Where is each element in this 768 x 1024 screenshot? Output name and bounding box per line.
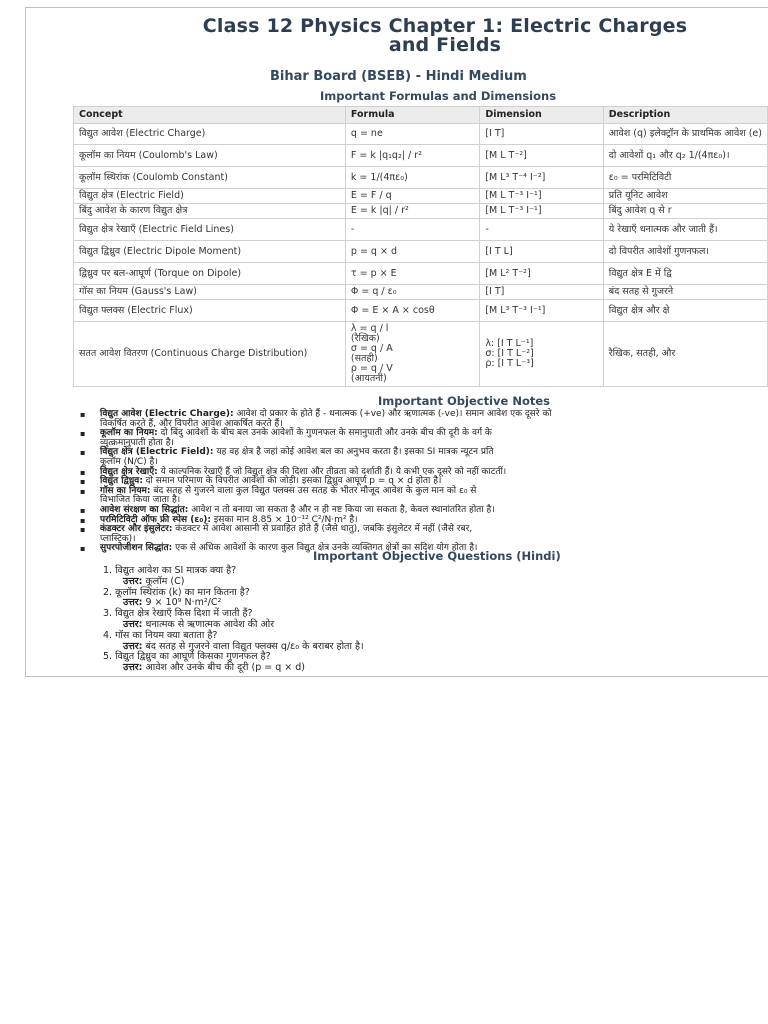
table-row xyxy=(74,204,768,219)
note-label: आवेश संरक्षण का सिद्धांत: xyxy=(100,504,189,515)
dimension-cell: [I T] xyxy=(480,124,603,145)
description-cell: ε₀ = परमिटिविटी xyxy=(603,167,767,189)
description-cell: बंद सतह से गुजरने xyxy=(603,285,767,300)
description-cell: विद्युत क्षेत्र E में द्वि xyxy=(603,263,767,285)
page-subtitle: Bihar Board (BSEB) - Hindi Medium xyxy=(270,69,527,84)
notes-list xyxy=(78,410,768,554)
answer-label: उत्तर: xyxy=(123,597,143,609)
answer-value: कूलॉम (C) xyxy=(142,575,185,587)
note-label: विद्युत क्षेत्र रेखाएँ: xyxy=(100,466,158,477)
table-row xyxy=(74,145,768,167)
formula-cell: λ = q / l (रैखिक) σ = q / A (सतही) ρ = q / V (आयतनी) xyxy=(345,322,479,387)
note-label: गॉस का नियम: xyxy=(100,485,151,496)
table-header-row xyxy=(74,107,768,124)
question-text: 2. कूलॉम स्थिरांक (k) का मान कितना है? xyxy=(103,586,250,598)
concept-cell: विद्युत फ्लक्स (Electric Flux) xyxy=(74,300,346,322)
answer-label: उत्तर: xyxy=(123,618,143,630)
description-cell: रैखिक, सतही, और xyxy=(603,322,767,387)
table-row xyxy=(74,124,768,145)
column-header-description: Description xyxy=(603,107,767,124)
question-text: 3. विद्युत क्षेत्र रेखाएँ किस दिशा में जाती हैं? xyxy=(103,608,253,620)
formula-cell: q = ne xyxy=(345,124,479,145)
description-cell: प्रति यूनिट आवेश xyxy=(603,189,767,204)
note-text: इसका मान 8.85 × 10⁻¹² C²/N·m² है। xyxy=(211,514,358,525)
title-line-1: Class 12 Physics Chapter 1: Electric Charges xyxy=(202,15,688,37)
questions-heading: Important Objective Questions (Hindi) xyxy=(313,549,561,563)
dimension-cell: [I T L] xyxy=(480,241,603,263)
column-header-concept: Concept xyxy=(74,107,346,124)
note-label: विद्युत द्विध्रुव: xyxy=(100,476,143,487)
note-text: एक से अधिक आवेशों के कारण कुल विद्युत क्षेत्र उनके व्यक्तिगत क्षेत्रों का सदिश योग होता है। xyxy=(172,543,478,554)
note-label: कंडक्टर और इंसुलेटर: xyxy=(100,524,173,535)
concept-cell: विद्युत आवेश (Electric Charge) xyxy=(74,124,346,145)
note-label: सुपरपोजीशन सिद्धांत: xyxy=(100,543,173,554)
note-text: बंद सतह से गुजरने वाला कुल विद्युत फ्लक्स उस सतह के भीतर मौजूद आवेश के कुल मान को ε₀ से विभाजित किया जाता है। xyxy=(100,485,477,506)
note-label: विद्युत आवेश (Electric Charge): xyxy=(100,409,234,419)
question-item xyxy=(103,631,753,653)
description-cell: दो विपरीत आवेशों गुणनफल। xyxy=(603,241,767,263)
question-item xyxy=(103,566,753,588)
question-text: 4. गॉस का नियम क्या बताता है? xyxy=(103,629,218,641)
table-row xyxy=(74,167,768,189)
formula-cell: τ = p × E xyxy=(345,263,479,285)
note-text: दो बिंदु आवेशों के बीच बल उनके आवेशों के गुणनफल के समानुपाती और उनके बीच की दूरी के वर्ग के व्युत्क्रमानुपाती होता है। xyxy=(100,428,492,448)
dimension-cell: [M L³ T⁻⁴ I⁻²] xyxy=(480,167,603,189)
table-row xyxy=(74,263,768,285)
note-text: आवेश न तो बनाया जा सकता है और न ही नष्ट किया जा सकता है, केवल स्थानांतरित होता है। xyxy=(188,504,495,515)
description-cell: आवेश (q) इलेक्ट्रॉन के प्राथमिक आवेश (e) xyxy=(603,124,767,145)
answer-text xyxy=(103,663,753,674)
question-text: 5. विद्युत द्विध्रुव का आघूर्ण किसका गुणनफल है? xyxy=(103,651,271,663)
question-text: 1. विद्युत आवेश का SI मात्रक क्या है? xyxy=(103,565,237,576)
description-cell: ये रेखाएँ धनात्मक और जाती हैं। xyxy=(603,219,767,241)
note-item xyxy=(78,487,768,506)
table-row xyxy=(74,189,768,204)
note-text: दो समान परिमाण के विपरीत आवेशों की जोड़ी। इसका द्विध्रुव आघूर्ण p = q × d होता है। xyxy=(142,476,442,487)
answer-text xyxy=(103,577,753,588)
formula-cell: E = F / q xyxy=(345,189,479,204)
formulas-table xyxy=(73,106,768,387)
formula-cell: p = q × d xyxy=(345,241,479,263)
answer-value: आवेश और उनके बीच की दूरी (p = q × d) xyxy=(142,662,306,674)
formula-cell: Φ = q / ε₀ xyxy=(345,285,479,300)
formula-cell: Φ = E × A × cosθ xyxy=(345,300,479,322)
concept-cell: विद्युत क्षेत्र रेखाएँ (Electric Field Lines) xyxy=(74,219,346,241)
answer-value: 9 × 10⁹ N·m²/C² xyxy=(142,597,222,609)
dimension-cell: - xyxy=(480,219,603,241)
question-item xyxy=(103,588,753,610)
concept-cell: द्विध्रुव पर बल-आघूर्ण (Torque on Dipole) xyxy=(74,263,346,285)
concept-cell: गॉस का नियम (Gauss's Law) xyxy=(74,285,346,300)
note-text: आवेश दो प्रकार के होते हैं - धनात्मक (+ve) और ऋणात्मक (-ve)। समान आवेश एक दूसरे को विकर्षित करते हैं, और विपरीत आवेश आकर्षित करते हैं। xyxy=(100,409,552,429)
note-text: ये काल्पनिक रेखाएँ हैं जो विद्युत क्षेत्र की दिशा और तीव्रता को दर्शाती हैं। ये कभी एक दूसरे को नहीं काटतीं। xyxy=(157,466,507,477)
question-item xyxy=(103,609,753,631)
note-item xyxy=(78,429,768,448)
answer-value: धनात्मक से ऋणात्मक आवेश की ओर xyxy=(142,618,275,630)
dimension-cell: [M L² T⁻²] xyxy=(480,263,603,285)
concept-cell: कूलॉम स्थिरांक (Coulomb Constant) xyxy=(74,167,346,189)
dimension-cell: [M L T⁻³ I⁻¹] xyxy=(480,189,603,204)
formula-cell: F = k |q₁q₂| / r² xyxy=(345,145,479,167)
concept-cell: विद्युत द्विध्रुव (Electric Dipole Moment) xyxy=(74,241,346,263)
concept-cell: सतत आवेश वितरण (Continuous Charge Distribution) xyxy=(74,322,346,387)
answer-label: उत्तर: xyxy=(123,662,143,674)
note-text: कंडक्टर में आवेश आसानी से प्रवाहित होते हैं (जैसे धातु), जबकि इंसुलेटर में नहीं (जैसे रबर, प्लास्टिक)। xyxy=(100,524,473,544)
formula-cell: - xyxy=(345,219,479,241)
note-label: परमिटिविटी ऑफ फ्री स्पेस (ε₀): xyxy=(100,514,211,525)
table-row xyxy=(74,219,768,241)
questions-list xyxy=(103,566,753,674)
concept-cell: कूलॉम का नियम (Coulomb's Law) xyxy=(74,145,346,167)
answer-value: बंद सतह से गुजरने वाला विद्युत फ्लक्स q/ε₀ के बराबर होता है। xyxy=(142,640,364,652)
dimension-cell: [M L³ T⁻³ I⁻¹] xyxy=(480,300,603,322)
note-text: यह वह क्षेत्र है जहां कोई आवेश बल का अनुभव करता है। इसका SI मात्रक न्यूटन प्रति कूलॉम (N/C) है। xyxy=(100,447,494,467)
note-label: कूलॉम का नियम: xyxy=(100,428,158,439)
dimension-cell: λ: [I T L⁻¹] σ: [I T L⁻²] ρ: [I T L⁻³] xyxy=(480,322,603,387)
table-row xyxy=(74,300,768,322)
note-item xyxy=(78,448,768,467)
table-row xyxy=(74,322,768,387)
description-cell: विद्युत क्षेत्र और क्षे xyxy=(603,300,767,322)
question-item xyxy=(103,652,753,674)
description-cell: दो आवेशों q₁ और q₂ 1/(4πε₀)। xyxy=(603,145,767,167)
notes-heading: Important Objective Notes xyxy=(378,394,550,408)
column-header-formula: Formula xyxy=(345,107,479,124)
formula-cell: k = 1/(4πε₀) xyxy=(345,167,479,189)
description-cell: बिंदु आवेश q से r xyxy=(603,204,767,219)
concept-cell: बिंदु आवेश के कारण विद्युत क्षेत्र xyxy=(74,204,346,219)
concept-cell: विद्युत क्षेत्र (Electric Field) xyxy=(74,189,346,204)
formula-cell: E = k |q| / r² xyxy=(345,204,479,219)
table-row xyxy=(74,241,768,263)
formulas-heading: Important Formulas and Dimensions xyxy=(320,89,557,103)
note-item xyxy=(78,525,768,544)
column-header-dimension: Dimension xyxy=(480,107,603,124)
answer-label: उत्तर: xyxy=(123,575,143,587)
note-item xyxy=(78,410,768,429)
note-label: विद्युत क्षेत्र (Electric Field): xyxy=(100,447,214,458)
dimension-cell: [I T] xyxy=(480,285,603,300)
answer-label: उत्तर: xyxy=(123,640,143,652)
title-line-2: and Fields xyxy=(388,34,502,56)
table-row xyxy=(74,285,768,300)
page-title xyxy=(65,17,768,55)
dimension-cell: [M L T⁻³ I⁻¹] xyxy=(480,204,603,219)
dimension-cell: [M L T⁻²] xyxy=(480,145,603,167)
